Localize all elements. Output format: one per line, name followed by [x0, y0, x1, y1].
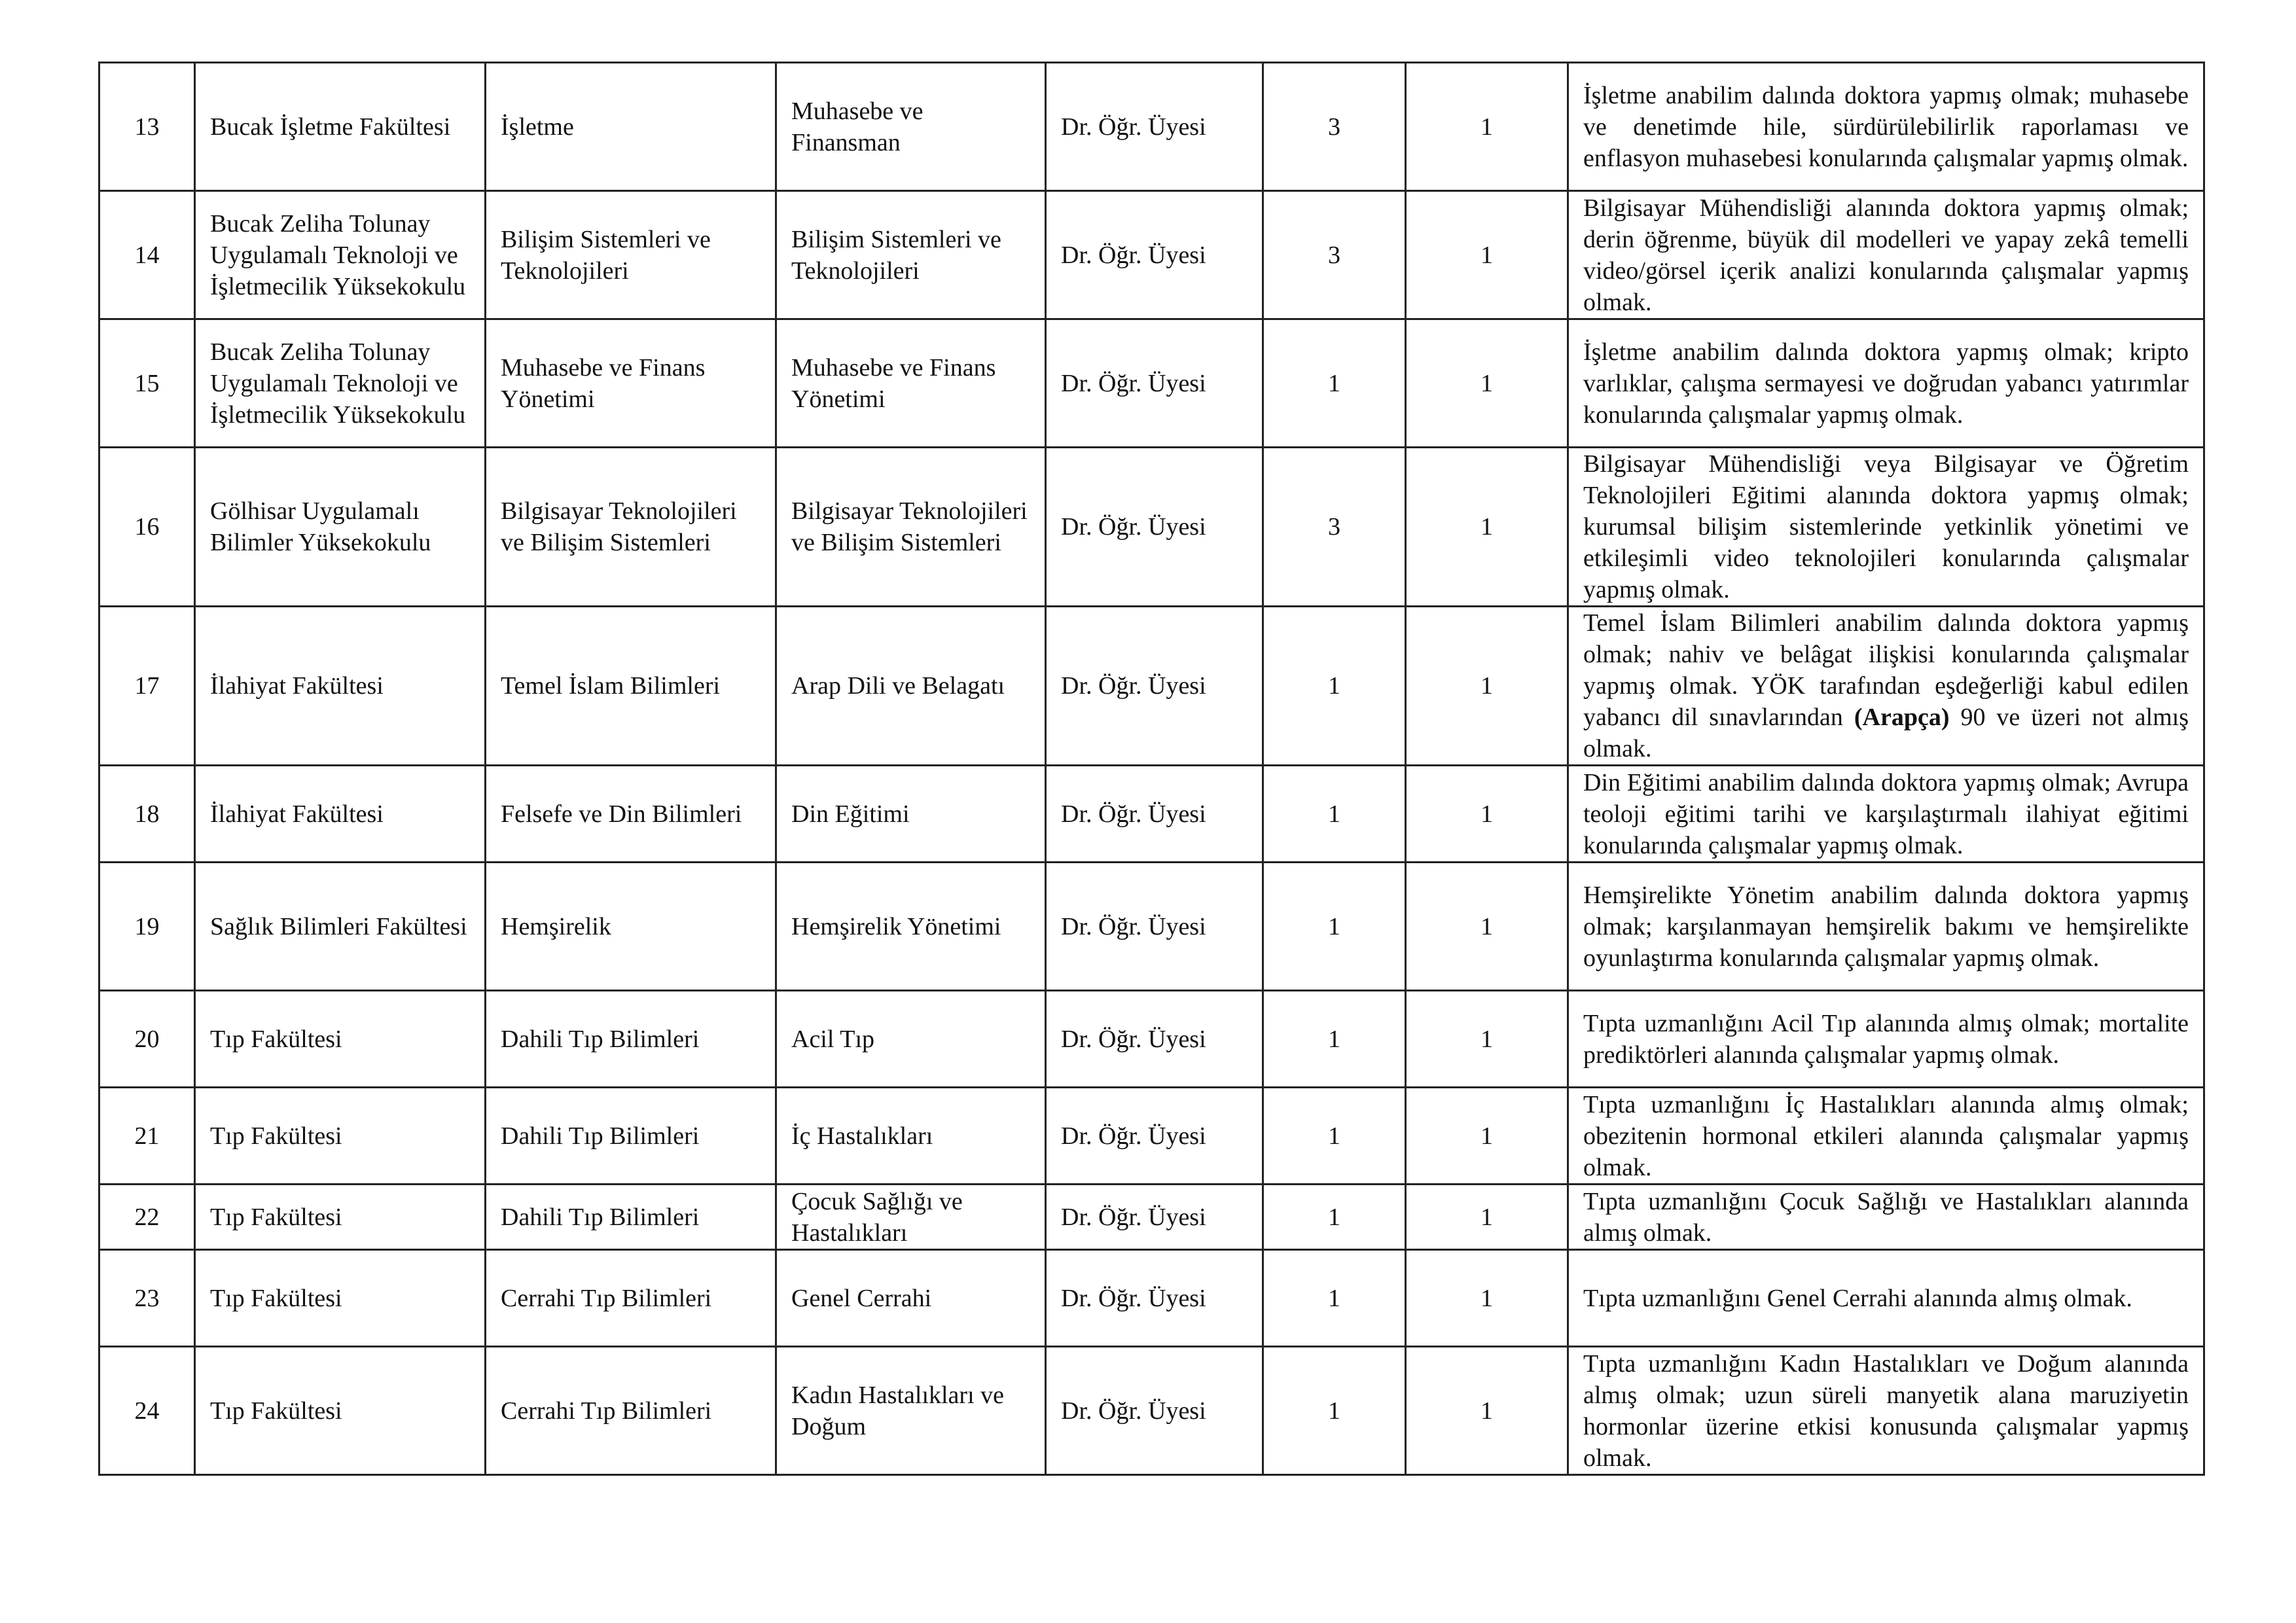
department-cell: Felsefe ve Din Bilimleri	[486, 766, 776, 863]
count-b-cell: 1	[1406, 191, 1568, 319]
unit-cell: Tıp Fakültesi	[195, 1347, 486, 1475]
unit-cell: Sağlık Bilimleri Fakültesi	[195, 863, 486, 991]
table-row	[99, 1088, 2204, 1185]
count-b-cell: 1	[1406, 991, 1568, 1088]
field-cell: Arap Dili ve Belagatı	[776, 607, 1046, 766]
field-cell: Muhasebe ve Finans Yönetimi	[776, 319, 1046, 448]
table-row	[99, 319, 2204, 448]
description-text: Temel İslam Bilimleri anabilim dalında doktora yapmış olmak; nahiv ve belâgat ilişkisi konularında çalışmalar yapmış olmak. YÖK tarafından eşdeğerliği kabul edilen yabancı dil sınavlarından	[1583, 609, 2189, 731]
count-b-cell: 1	[1406, 448, 1568, 607]
title-cell: Dr. Öğr. Üyesi	[1046, 319, 1263, 448]
count-a-cell: 3	[1263, 63, 1406, 191]
count-a-cell: 1	[1263, 991, 1406, 1088]
row-number: 21	[99, 1088, 195, 1185]
table-row	[99, 191, 2204, 319]
title-cell: Dr. Öğr. Üyesi	[1046, 1185, 1263, 1250]
row-number: 22	[99, 1185, 195, 1250]
unit-cell: Bucak İşletme Fakültesi	[195, 63, 486, 191]
field-cell: Muhasebe ve Finansman	[776, 63, 1046, 191]
unit-cell: İlahiyat Fakültesi	[195, 766, 486, 863]
unit-cell: Tıp Fakültesi	[195, 1185, 486, 1250]
field-cell: Genel Cerrahi	[776, 1250, 1046, 1347]
description-text-end: 90 ve üzeri not almış olmak.	[1583, 704, 2189, 762]
count-a-cell: 1	[1263, 607, 1406, 766]
department-cell: Dahili Tıp Bilimleri	[486, 1088, 776, 1185]
unit-cell: Gölhisar Uygulamalı Bilimler Yüksekokulu	[195, 448, 486, 607]
title-cell: Dr. Öğr. Üyesi	[1046, 766, 1263, 863]
description-cell	[1568, 607, 2204, 766]
title-cell: Dr. Öğr. Üyesi	[1046, 1088, 1263, 1185]
table-row	[99, 863, 2204, 991]
count-a-cell: 1	[1263, 863, 1406, 991]
department-cell: Cerrahi Tıp Bilimleri	[486, 1250, 776, 1347]
title-cell: Dr. Öğr. Üyesi	[1046, 1347, 1263, 1475]
description-cell: Tıpta uzmanlığını Genel Cerrahi alanında almış olmak.	[1568, 1250, 2204, 1347]
department-cell: Bilgisayar Teknolojileri ve Bilişim Sistemleri	[486, 448, 776, 607]
field-cell: Acil Tıp	[776, 991, 1046, 1088]
table-row	[99, 1347, 2204, 1475]
description-cell: Bilgisayar Mühendisliği veya Bilgisayar ve Öğretim Teknolojileri Eğitimi alanında doktora yapmış olmak; kurumsal bilişim sistemlerinde yetkinlik yönetimi ve etkileşimli video teknolojileri konularında çalışmalar yapmış olmak.	[1568, 448, 2204, 607]
count-a-cell: 1	[1263, 319, 1406, 448]
row-number: 18	[99, 766, 195, 863]
description-cell: Din Eğitimi anabilim dalında doktora yapmış olmak; Avrupa teoloji eğitimi tarihi ve karşılaştırmalı ilahiyat eğitimi konularında çalışmalar yapmış olmak.	[1568, 766, 2204, 863]
department-cell: Hemşirelik	[486, 863, 776, 991]
title-cell: Dr. Öğr. Üyesi	[1046, 191, 1263, 319]
row-number: 23	[99, 1250, 195, 1347]
count-b-cell: 1	[1406, 607, 1568, 766]
field-cell: Hemşirelik Yönetimi	[776, 863, 1046, 991]
title-cell: Dr. Öğr. Üyesi	[1046, 863, 1263, 991]
count-a-cell: 1	[1263, 1250, 1406, 1347]
table-row	[99, 63, 2204, 191]
row-number: 19	[99, 863, 195, 991]
row-number: 14	[99, 191, 195, 319]
row-number: 24	[99, 1347, 195, 1475]
row-number: 13	[99, 63, 195, 191]
count-b-cell: 1	[1406, 863, 1568, 991]
description-cell: Tıpta uzmanlığını İç Hastalıkları alanında almış olmak; obezitenin hormonal etkileri alanında çalışmalar yapmış olmak.	[1568, 1088, 2204, 1185]
description-bold-text: (Arapça)	[1854, 704, 1950, 731]
title-cell: Dr. Öğr. Üyesi	[1046, 607, 1263, 766]
count-b-cell: 1	[1406, 766, 1568, 863]
department-cell: İşletme	[486, 63, 776, 191]
description-cell: İşletme anabilim dalında doktora yapmış olmak; kripto varlıklar, çalışma sermayesi ve doğrudan yabancı yatırımlar konularında çalışmalar yapmış olmak.	[1568, 319, 2204, 448]
field-cell: Kadın Hastalıkları ve Doğum	[776, 1347, 1046, 1475]
field-cell: Çocuk Sağlığı ve Hastalıkları	[776, 1185, 1046, 1250]
count-a-cell: 3	[1263, 191, 1406, 319]
field-cell: Bilişim Sistemleri ve Teknolojileri	[776, 191, 1046, 319]
table-row	[99, 766, 2204, 863]
count-a-cell: 1	[1263, 766, 1406, 863]
count-b-cell: 1	[1406, 1088, 1568, 1185]
table-row	[99, 607, 2204, 766]
department-cell: Cerrahi Tıp Bilimleri	[486, 1347, 776, 1475]
title-cell: Dr. Öğr. Üyesi	[1046, 1250, 1263, 1347]
count-a-cell: 1	[1263, 1347, 1406, 1475]
row-number: 20	[99, 991, 195, 1088]
unit-cell: Bucak Zeliha Tolunay Uygulamalı Teknoloji ve İşletmecilik Yüksekokulu	[195, 191, 486, 319]
count-b-cell: 1	[1406, 63, 1568, 191]
description-cell: Hemşirelikte Yönetim anabilim dalında doktora yapmış olmak; karşılanmayan hemşirelik bakımı ve hemşirelikte oyunlaştırma konularında çalışmalar yapmış olmak.	[1568, 863, 2204, 991]
count-a-cell: 3	[1263, 448, 1406, 607]
table-row	[99, 1250, 2204, 1347]
field-cell: Din Eğitimi	[776, 766, 1046, 863]
description-cell: Bilgisayar Mühendisliği alanında doktora yapmış olmak; derin öğrenme, büyük dil modelleri ve yapay zekâ temelli video/görsel içerik analizi konularında çalışmalar yapmış olmak.	[1568, 191, 2204, 319]
row-number: 17	[99, 607, 195, 766]
table-row	[99, 991, 2204, 1088]
department-cell: Temel İslam Bilimleri	[486, 607, 776, 766]
department-cell: Bilişim Sistemleri ve Teknolojileri	[486, 191, 776, 319]
count-a-cell: 1	[1263, 1185, 1406, 1250]
description-cell: Tıpta uzmanlığını Acil Tıp alanında almış olmak; mortalite prediktörleri alanında çalışmalar yapmış olmak.	[1568, 991, 2204, 1088]
row-number: 15	[99, 319, 195, 448]
table-row	[99, 1185, 2204, 1250]
department-cell: Dahili Tıp Bilimleri	[486, 991, 776, 1088]
unit-cell: Bucak Zeliha Tolunay Uygulamalı Teknoloji ve İşletmecilik Yüksekokulu	[195, 319, 486, 448]
description-cell: Tıpta uzmanlığını Kadın Hastalıkları ve Doğum alanında almış olmak; uzun süreli manyetik alana maruziyetin hormonlar üzerine etkisi konusunda çalışmalar yapmış olmak.	[1568, 1347, 2204, 1475]
department-cell: Dahili Tıp Bilimleri	[486, 1185, 776, 1250]
count-b-cell: 1	[1406, 1347, 1568, 1475]
row-number: 16	[99, 448, 195, 607]
unit-cell: Tıp Fakültesi	[195, 1250, 486, 1347]
count-a-cell: 1	[1263, 1088, 1406, 1185]
title-cell: Dr. Öğr. Üyesi	[1046, 63, 1263, 191]
unit-cell: Tıp Fakültesi	[195, 1088, 486, 1185]
unit-cell: Tıp Fakültesi	[195, 991, 486, 1088]
field-cell: Bilgisayar Teknolojileri ve Bilişim Sistemleri	[776, 448, 1046, 607]
count-b-cell: 1	[1406, 319, 1568, 448]
description-cell: İşletme anabilim dalında doktora yapmış olmak; muhasebe ve denetimde hile, sürdürülebilirlik raporlaması ve enflasyon muhasebesi konularında çalışmalar yapmış olmak.	[1568, 63, 2204, 191]
count-b-cell: 1	[1406, 1185, 1568, 1250]
title-cell: Dr. Öğr. Üyesi	[1046, 448, 1263, 607]
count-b-cell: 1	[1406, 1250, 1568, 1347]
table-row	[99, 448, 2204, 607]
field-cell: İç Hastalıkları	[776, 1088, 1046, 1185]
department-cell: Muhasebe ve Finans Yönetimi	[486, 319, 776, 448]
unit-cell: İlahiyat Fakültesi	[195, 607, 486, 766]
positions-table	[98, 62, 2205, 1476]
description-cell: Tıpta uzmanlığını Çocuk Sağlığı ve Hastalıkları alanında almış olmak.	[1568, 1185, 2204, 1250]
title-cell: Dr. Öğr. Üyesi	[1046, 991, 1263, 1088]
